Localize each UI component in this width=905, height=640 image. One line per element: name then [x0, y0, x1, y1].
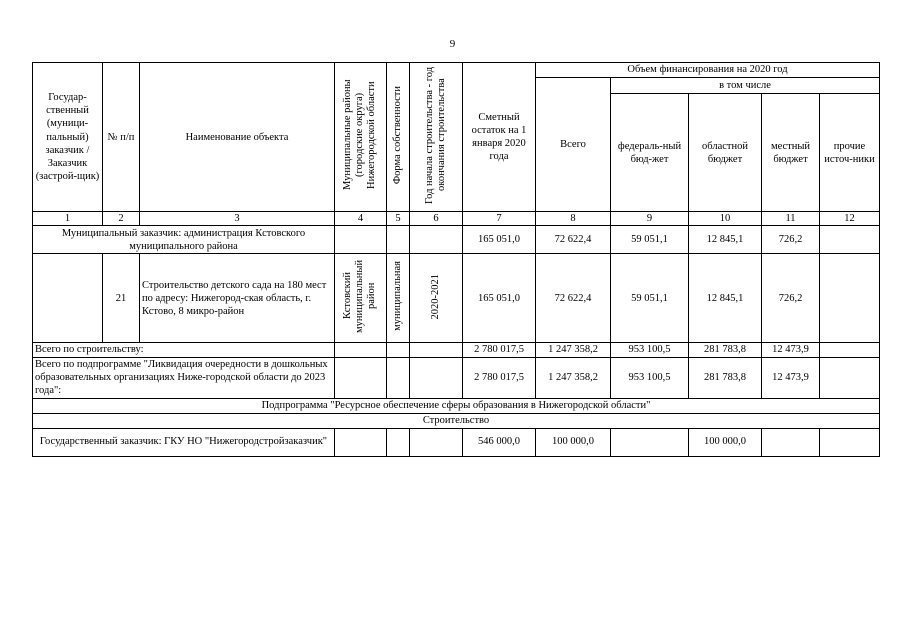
other-cell: [820, 357, 880, 398]
state-customer-label: Государственный заказчик: ГКУ НО "Нижегородстройзаказчик": [33, 428, 335, 456]
construction-years: 2020-2021: [429, 273, 441, 319]
federal-cell: [611, 428, 689, 456]
municipal-customer-label: Муниципальный заказчик: администрация Кстовского муниципального района: [33, 226, 335, 254]
header-customer: Государ-ственный (муници-пальный) заказчик / Заказчик (застрой-щик): [33, 63, 103, 212]
estimate-cell: 546 000,0: [463, 428, 536, 456]
header-ownership: Форма собственности: [391, 85, 403, 185]
column-numbers-row: [33, 212, 880, 226]
local-cell: 12 473,9: [762, 343, 820, 357]
header-including: в том числе: [611, 78, 880, 94]
federal-cell: 953 100,5: [611, 343, 689, 357]
header-num: № п/п: [103, 63, 140, 212]
col-number: 4: [335, 212, 387, 226]
section-title-row: [33, 413, 880, 428]
table-row: [33, 254, 880, 343]
regional-cell: 12 845,1: [689, 254, 762, 343]
col-number: 12: [820, 212, 880, 226]
col-number: 11: [762, 212, 820, 226]
total-cell: 1 247 358,2: [536, 357, 611, 398]
header-total: Всего: [536, 78, 611, 212]
header-row-1: [33, 63, 880, 78]
other-cell: [820, 254, 880, 343]
other-cell: [820, 428, 880, 456]
col-number: 3: [140, 212, 335, 226]
total-cell: 72 622,4: [536, 254, 611, 343]
header-regional: областной бюджет: [689, 94, 762, 212]
investment-table: [32, 62, 880, 457]
page-number: 9: [449, 38, 456, 50]
col-number: 6: [410, 212, 463, 226]
col-number: 1: [33, 212, 103, 226]
col-number: 8: [536, 212, 611, 226]
header-local: местный бюджет: [762, 94, 820, 212]
federal-cell: 953 100,5: [611, 357, 689, 398]
regional-cell: 281 783,8: [689, 343, 762, 357]
section-title: Строительство: [33, 413, 880, 428]
total-cell: 1 247 358,2: [536, 343, 611, 357]
header-object-name: Наименование объекта: [140, 63, 335, 212]
estimate-cell: 165 051,0: [463, 254, 536, 343]
col-number: 5: [387, 212, 410, 226]
header-years: Год начала строительства - год окончания строительства: [423, 66, 447, 204]
col-number: 2: [103, 212, 140, 226]
other-cell: [820, 343, 880, 357]
local-cell: [762, 428, 820, 456]
header-municipal-district: Муниципальные районы (городские округа) Нижегородской области: [342, 79, 378, 191]
municipal-customer-row: [33, 226, 880, 254]
header-federal: федераль-ный бюд-жет: [611, 94, 689, 212]
total-construction-label: Всего по строительству:: [33, 343, 335, 357]
header-funding-2020: Объем финансирования на 2020 год: [536, 63, 880, 78]
estimate-cell: 2 780 017,5: [463, 357, 536, 398]
regional-cell: 12 845,1: [689, 226, 762, 254]
district-name: Кстовский муниципальный район: [342, 259, 378, 333]
item-number: 21: [103, 254, 140, 343]
federal-cell: 59 051,1: [611, 254, 689, 343]
total-cell: 72 622,4: [536, 226, 611, 254]
total-cell: 100 000,0: [536, 428, 611, 456]
local-cell: 726,2: [762, 254, 820, 343]
object-name: Строительство детского сада на 180 мест по адресу: Нижегород-ская область, г. Кстово, 8 микро-район: [140, 254, 335, 343]
col-number: 9: [611, 212, 689, 226]
subprogram-title-row: [33, 398, 880, 413]
estimate-cell: 2 780 017,5: [463, 343, 536, 357]
other-cell: [820, 226, 880, 254]
local-cell: 12 473,9: [762, 357, 820, 398]
header-estimate: Сметный остаток на 1 января 2020 года: [463, 63, 536, 212]
regional-cell: 281 783,8: [689, 357, 762, 398]
col-number: 7: [463, 212, 536, 226]
total-subprogram-label: Всего по подпрограмме "Ликвидация очередности в дошкольных образовательных организациях Ниже-городской области до 2023 года":: [33, 357, 335, 398]
col-number: 10: [689, 212, 762, 226]
regional-cell: 100 000,0: [689, 428, 762, 456]
estimate-cell: 165 051,0: [463, 226, 536, 254]
local-cell: 726,2: [762, 226, 820, 254]
total-construction-row: [33, 343, 880, 357]
federal-cell: 59 051,1: [611, 226, 689, 254]
ownership-form: муниципальная: [391, 261, 403, 332]
total-subprogram-row: [33, 357, 880, 398]
header-other: прочие источ-ники: [820, 94, 880, 212]
state-customer-row: [33, 428, 880, 456]
subprogram-title: Подпрограмма "Ресурсное обеспечение сферы образования в Нижегородской области": [33, 398, 880, 413]
